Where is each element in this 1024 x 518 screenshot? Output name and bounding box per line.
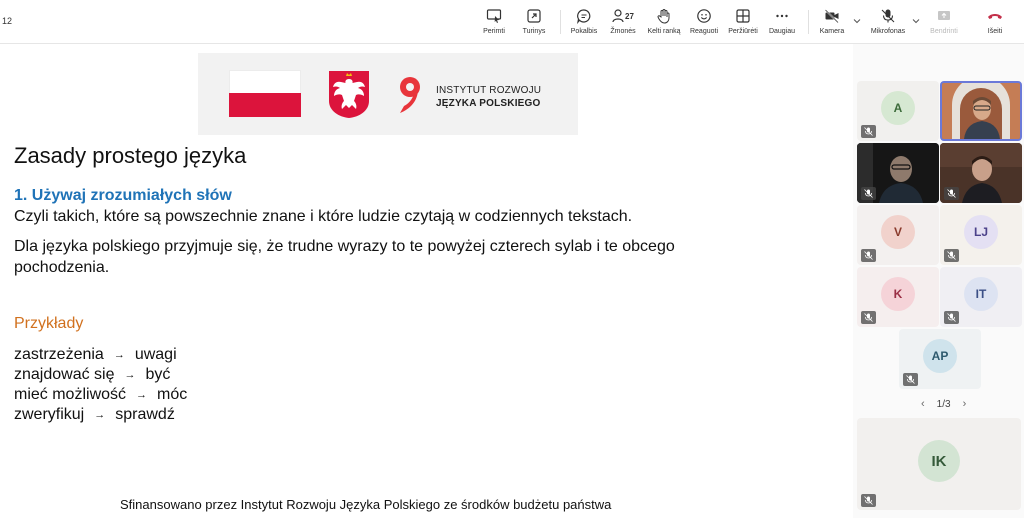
daugiau-button[interactable] [766,6,798,40]
people-icon-wrap [612,6,634,26]
example-to: uwagi [134,346,177,363]
mic-muted-icon [861,494,876,507]
slide-footer: Sfinansowano przez Instytut Rozwoju Języka Polskiego ze środków budżetu państwa [120,497,612,512]
example-row [14,365,187,385]
mic-off-icon [880,6,896,26]
mic-options-chevron-down-icon[interactable] [911,16,921,26]
take-control-icon [486,6,502,26]
reaguoti-button[interactable] [688,6,720,40]
example-row [14,385,187,405]
example-from: zastrzeżenia [14,346,104,363]
logo-band [198,53,578,135]
chevron-right-icon[interactable]: › [962,398,967,410]
toolbar-divider [560,10,561,34]
logo-text-line1: INSTYTUT ROZWOJU [436,85,542,96]
avatar: K [881,277,915,311]
example-row [14,345,187,365]
example-to: móc [157,386,188,403]
camera-options-chevron-down-icon[interactable] [852,16,862,26]
participant-tile[interactable] [940,143,1022,203]
emoji-icon [696,6,712,26]
perimti-label: Perimti [483,28,505,35]
participant-count: 27 [625,11,634,21]
rule-paragraph-2: Dla języka polskiego przyjmuje się, że trudne wyrazy to te powyżej czterech sylab i te obcego pochodzenia. [14,238,675,276]
bendrinti-label: Bendrinti [930,28,958,35]
microphone-button[interactable] [866,6,910,40]
share-screen-icon [936,6,952,26]
avatar: IK [918,440,960,482]
avatar: A [881,91,915,125]
participant-tile[interactable] [940,205,1022,265]
participant-tile[interactable] [940,267,1022,327]
toolbar-divider [808,10,809,34]
pokalbis-label: Pokalbis [570,28,598,35]
perimti-button[interactable] [482,6,506,40]
logo-text-line2: JĘZYKA POLSKIEGO [436,98,541,109]
zmones-button[interactable] [608,6,638,40]
participant-tile[interactable] [857,143,939,203]
camera-button[interactable] [817,6,847,40]
avatar: IT [964,277,998,311]
polish-flag-icon [229,70,301,117]
camera-off-icon [824,6,840,26]
camera-label: Kamera [819,28,845,35]
turinys-button[interactable] [520,6,548,40]
example-from: zweryfikuj [14,406,85,423]
perziureti-label: Peržiūrėti [728,28,758,35]
arrow-right-icon: → [94,409,106,421]
mic-muted-icon [861,125,876,138]
mic-muted-icon [903,373,918,386]
participant-tile[interactable] [857,267,939,327]
pokalbis-button[interactable] [570,6,598,40]
examples-heading: Przykłady [14,315,84,332]
participant-video [942,83,1020,139]
mic-muted-icon [861,311,876,324]
example-to: sprawdź [115,406,175,423]
participant-tile[interactable] [857,81,939,141]
phone-hangup-icon [986,6,1004,26]
avatar: V [881,215,915,249]
participant-tile-active-speaker[interactable] [940,81,1022,141]
page-indicator: 1/3 [936,398,951,410]
mic-muted-icon [944,311,959,324]
more-icon [774,6,790,26]
mic-muted-icon [944,187,959,200]
chevron-left-icon[interactable]: ‹ [921,398,925,410]
mic-muted-icon [944,249,959,262]
participants-gallery [853,44,1024,518]
gallery-pager [915,398,972,410]
turinys-label: Turinys [522,28,546,35]
leave-label: Išeiti [987,28,1003,35]
arrow-right-icon: → [113,349,125,361]
avatar: LJ [964,215,998,249]
example-from: znajdować się [14,366,115,383]
arrow-right-icon: → [124,369,136,381]
example-to: być [145,366,171,383]
rule-heading: 1. Używaj zrozumiałych słów [14,187,232,204]
irjp-logo-icon [396,75,426,115]
shared-slide [0,45,853,518]
example-row [14,405,187,425]
zmones-label: Žmonės [610,28,636,35]
bendrinti-button[interactable] [926,6,962,40]
share-content-icon [526,6,542,26]
irjp-logo-text [436,84,541,110]
raise-hand-button[interactable] [645,6,683,40]
mic-muted-icon [861,187,876,200]
people-icon [612,8,624,24]
chat-icon [576,6,592,26]
perziureti-button[interactable] [726,6,760,40]
daugiau-label: Daugiau [768,28,796,35]
example-from: mieć możliwość [14,386,127,403]
arrow-right-icon: → [136,389,148,401]
examples-list [14,345,187,425]
mic-muted-icon [861,249,876,262]
view-grid-icon [735,6,751,26]
leave-button[interactable] [982,6,1008,40]
raise-hand-label: Kelti ranką [647,28,681,35]
participant-tile-large[interactable] [857,418,1021,510]
participant-tile[interactable] [857,205,939,265]
avatar: AP [923,339,957,373]
rule-paragraph-1: Czyli takich, które są powszechnie znane i które ludzie czytają w codziennych tekstach. [14,208,633,225]
hand-icon [656,6,672,26]
polish-eagle-emblem-icon [327,69,371,119]
meeting-toolbar [0,0,1024,44]
participant-tile[interactable] [899,329,981,389]
slide-title: Zasady prostego języka [14,143,247,168]
meeting-timer: 12 [2,16,13,26]
reaguoti-label: Reaguoti [689,28,719,35]
microphone-label: Mikrofonas [870,28,906,35]
